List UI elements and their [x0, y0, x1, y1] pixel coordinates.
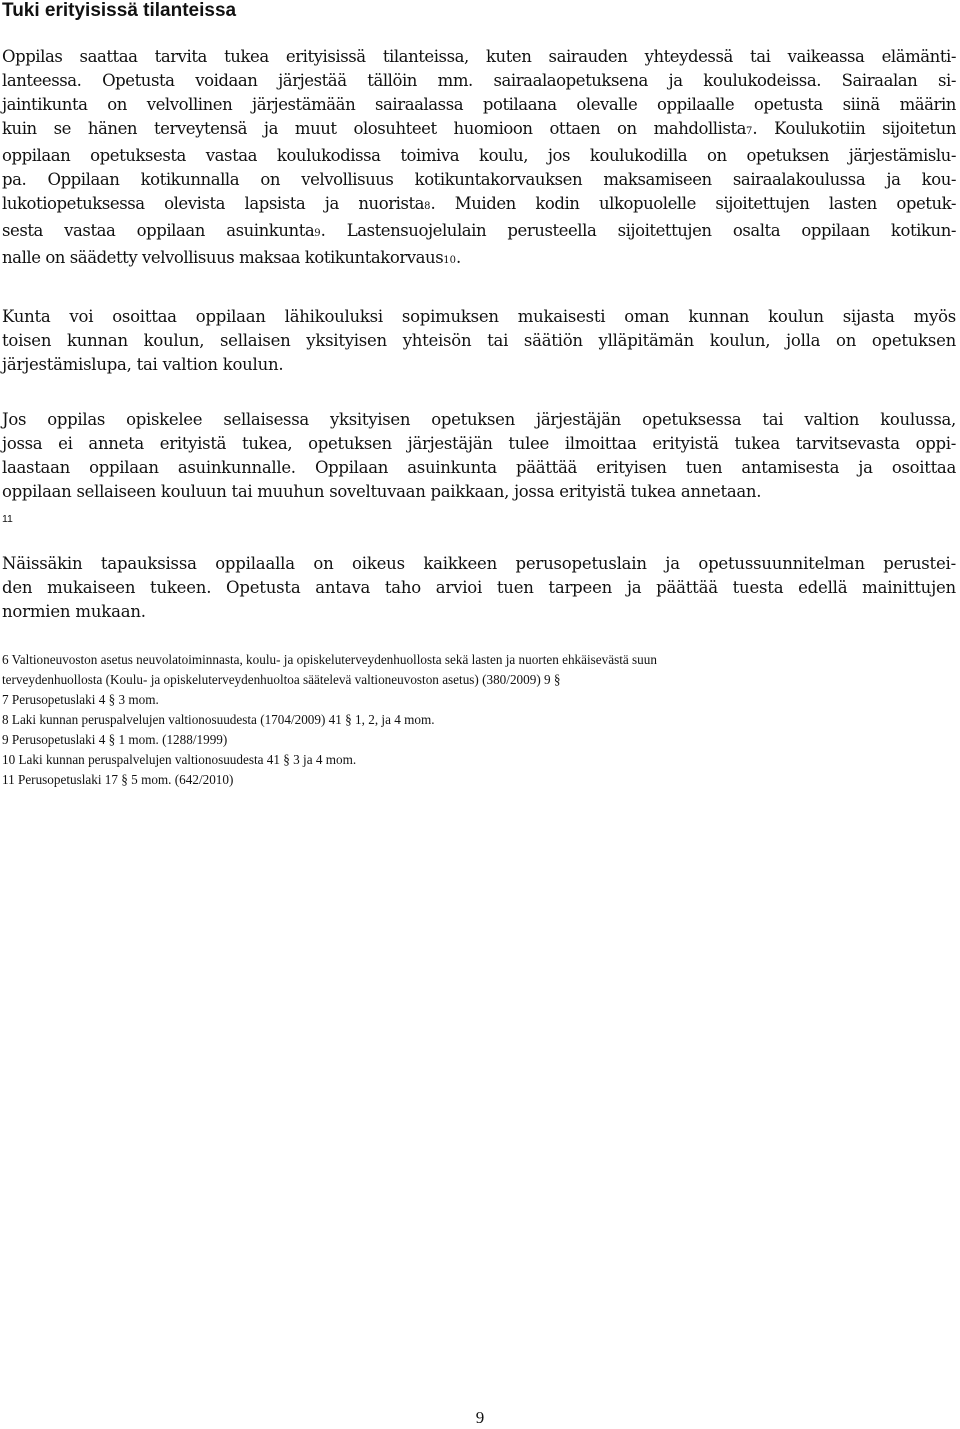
paragraph-line: den mukaiseen tukeen. Opetusta antava taho arvioi tuen tarpeen ja päättää tuesta edellä mainittujen	[2, 578, 956, 597]
footnote-ref: 10	[443, 255, 456, 266]
paragraph-neighbourhood-school	[2, 305, 956, 377]
paragraph-line	[2, 117, 956, 144]
line-text: sesta vastaa oppilaan asuinkunta	[2, 221, 315, 240]
paragraph-line: Kunta voi osoittaa oppilaan lähikouluksi sopimuksen mukaisesti oman kunnan koulun sijasta myös	[2, 307, 956, 326]
paragraph-private-provider	[2, 408, 956, 504]
footnote-item: terveydenhuollosta (Koulu- ja opiskeluterveydenhuoltoa säätelevä valtioneuvoston asetus) (380/2009) 9 §	[2, 672, 561, 687]
paragraph-line: Jos oppilas opiskelee sellaisessa yksityisen opetuksen järjestäjän opetuksessa tai valtion koulussa,	[2, 410, 956, 429]
footnote-item: 7 Perusopetuslaki 4 § 3 mom.	[2, 692, 159, 707]
footnote-ref: 9	[314, 228, 321, 239]
paragraph-line	[2, 192, 956, 219]
paragraph-line: Näissäkin tapauksissa oppilaalla on oikeus kaikkeen perusopetuslain ja opetussuunnitelman perustei-	[2, 554, 956, 573]
page-number: 9	[475, 1408, 485, 1427]
paragraph-line	[2, 219, 956, 246]
footnote-item: 6 Valtioneuvoston asetus neuvolatoiminnasta, koulu- ja opiskeluterveydenhuollosta sekä lasten ja nuorten ehkäisevästä suun	[2, 652, 657, 667]
footnote-ref: 7	[746, 126, 753, 137]
footnote-item: 9 Perusopetuslaki 4 § 1 mom. (1288/1999)	[2, 732, 228, 747]
line-text: kuin se hänen terveytensä ja muut olosuhteet huomioon ottaen on mahdollista	[2, 119, 747, 138]
paragraph-line: jossa ei anneta erityistä tukea, opetuksen järjestäjän tulee ilmoittaa erityistä tukea tarvitsevasta oppi-	[2, 434, 956, 453]
paragraph-line: oppilaan sellaiseen kouluun tai muuhun soveltuvaan paikkaan, jossa erityistä tukea annetaan.	[2, 482, 762, 501]
footnote-item: 10 Laki kunnan peruspalvelujen valtionosuudesta 41 § 3 ja 4 mom.	[2, 752, 357, 767]
paragraph-line: jaintikunta on velvollinen järjestämään sairaalassa potilaana olevalle oppilaalle opetusta siinä määrin	[2, 95, 956, 114]
paragraph-right-to-support	[2, 552, 956, 624]
paragraph-line: normien mukaan.	[2, 602, 146, 621]
paragraph-line	[2, 246, 956, 273]
footnote-ref: 8	[424, 201, 431, 212]
section-heading: Tuki erityisissä tilanteissa	[2, 0, 237, 21]
paragraph-line: lanteessa. Opetusta voidaan järjestää tällöin mm. sairaalaopetuksena ja koulukodeissa. Sairaalan si-	[2, 71, 956, 90]
footnote-item: 8 Laki kunnan peruspalvelujen valtionosuudesta (1704/2009) 41 § 1, 2, ja 4 mom.	[2, 712, 435, 727]
paragraph-line: pa. Oppilaan kotikunnalla on velvollisuus kotikuntakorvauksen maksamiseen sairaalakoulussa ja kou-	[2, 170, 956, 189]
line-text: .	[455, 248, 461, 267]
paragraph-line: Oppilas saattaa tarvita tukea erityisissä tilanteissa, kuten sairauden yhteydessä tai vaikeassa elämänti-	[2, 47, 956, 66]
paragraph-line: oppilaan opetuksesta vastaa koulukodissa toimiva koulu, jos koulukodilla on opetuksen järjestämislu-	[2, 146, 956, 165]
line-text: . Koulukotiin sijoitetun	[752, 119, 956, 138]
line-text: . Muiden kodin ulkopuolelle sijoitettujen lasten opetuk-	[430, 194, 956, 213]
line-text: . Lastensuojelulain perusteella sijoitettujen osalta oppilaan kotikun-	[320, 221, 956, 240]
line-text: nalle on säädetty velvollisuus maksaa kotikuntakorvaus	[2, 248, 444, 267]
line-text: lukotiopetuksessa olevista lapsista ja nuorista	[2, 194, 425, 213]
footnotes-list	[2, 650, 956, 790]
footnote-marker: 11	[2, 513, 13, 525]
footnote-item: 11 Perusopetuslaki 17 § 5 mom. (642/2010)	[2, 772, 234, 787]
paragraph-hospital-teaching	[2, 45, 956, 273]
paragraph-line: järjestämislupa, tai valtion koulun.	[2, 355, 284, 374]
paragraph-line: toisen kunnan koulun, sellaisen yksityisen yhteisön tai säätiön ylläpitämän koulun, jolla on opetuksen	[2, 331, 956, 350]
paragraph-line: laastaan oppilaan asuinkunnalle. Oppilaan asuinkunta päättää erityisen tuen antamisesta ja osoittaa	[2, 458, 956, 477]
